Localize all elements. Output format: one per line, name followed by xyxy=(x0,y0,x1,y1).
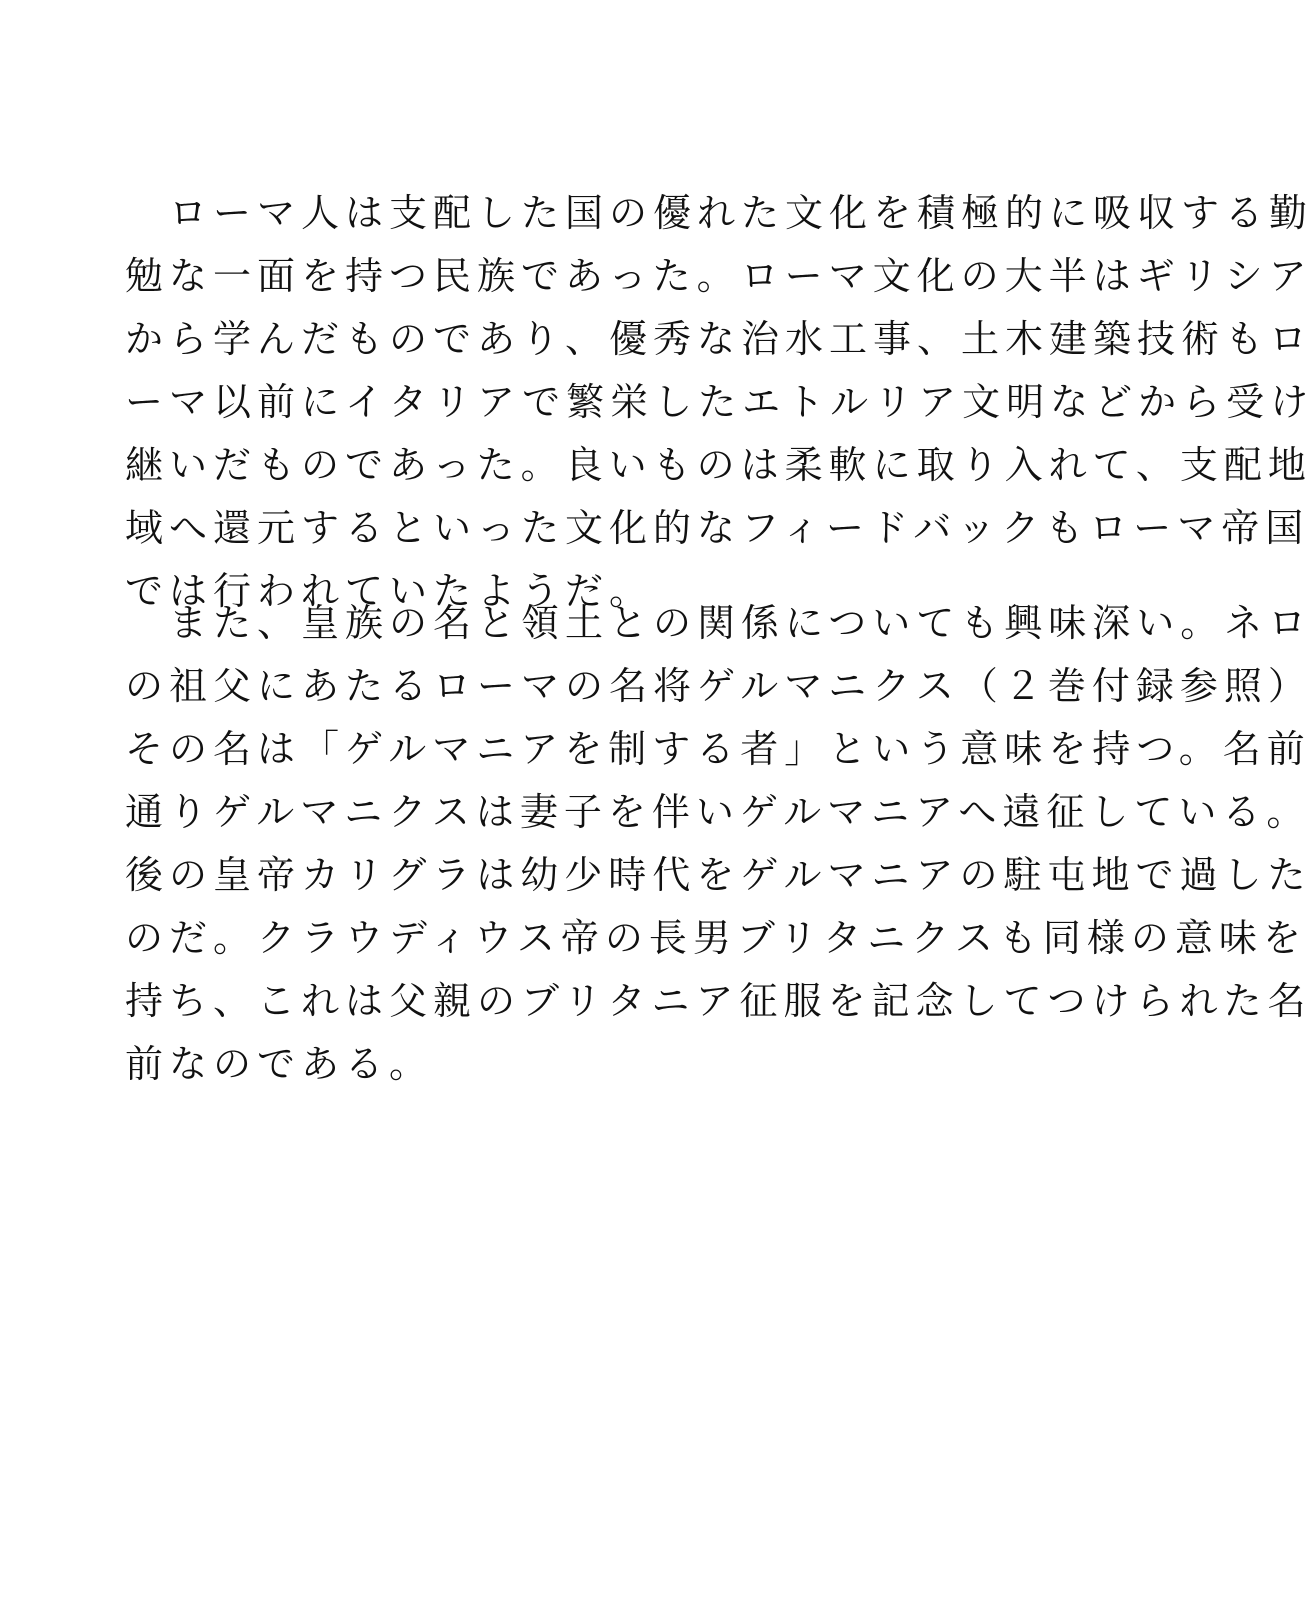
text-line: 勉な一面を持つ民族であった。ローマ文化の大半はギリシア xyxy=(125,254,1313,298)
text-line: 持ち、これは父親のブリタニア征服を記念してつけられた名 xyxy=(125,979,1312,1023)
text-line: の祖父にあたるローマの名将ゲルマニクス（２巻付録参照） xyxy=(125,664,1312,708)
text-line: 前なのである。 xyxy=(125,1042,434,1086)
text-line: 継いだものであった。良いものは柔軟に取り入れて、支配地 xyxy=(125,443,1312,487)
text-line: 域へ還元するといった文化的なフィードバックもローマ帝国 xyxy=(125,506,1310,550)
text-line: その名は「ゲルマニアを制する者」という意味を持つ。名前 xyxy=(125,727,1311,771)
text-line: ローマ人は支配した国の優れた文化を積極的に吸収する勤 xyxy=(125,191,1314,235)
text-line: では行われていたようだ。 xyxy=(125,569,654,613)
paragraph-imperial-names xyxy=(125,592,1313,1096)
text-line: 通りゲルマニクスは妻子を伴いゲルマニアへ遠征している。 xyxy=(125,790,1311,834)
text-line: また、皇族の名と領土との関係についても興味深い。ネロ xyxy=(125,601,1313,645)
text-line: から学んだものであり、優秀な治水工事、土木建築技術もロ xyxy=(125,317,1314,361)
text-line: ーマ以前にイタリアで繁栄したエトルリア文明などから受け xyxy=(125,380,1314,424)
text-line: 後の皇帝カリグラは幼少時代をゲルマニアの駐屯地で過した xyxy=(125,853,1312,897)
text-line: のだ。クラウディウス帝の長男ブリタニクスも同様の意味を xyxy=(125,916,1307,960)
